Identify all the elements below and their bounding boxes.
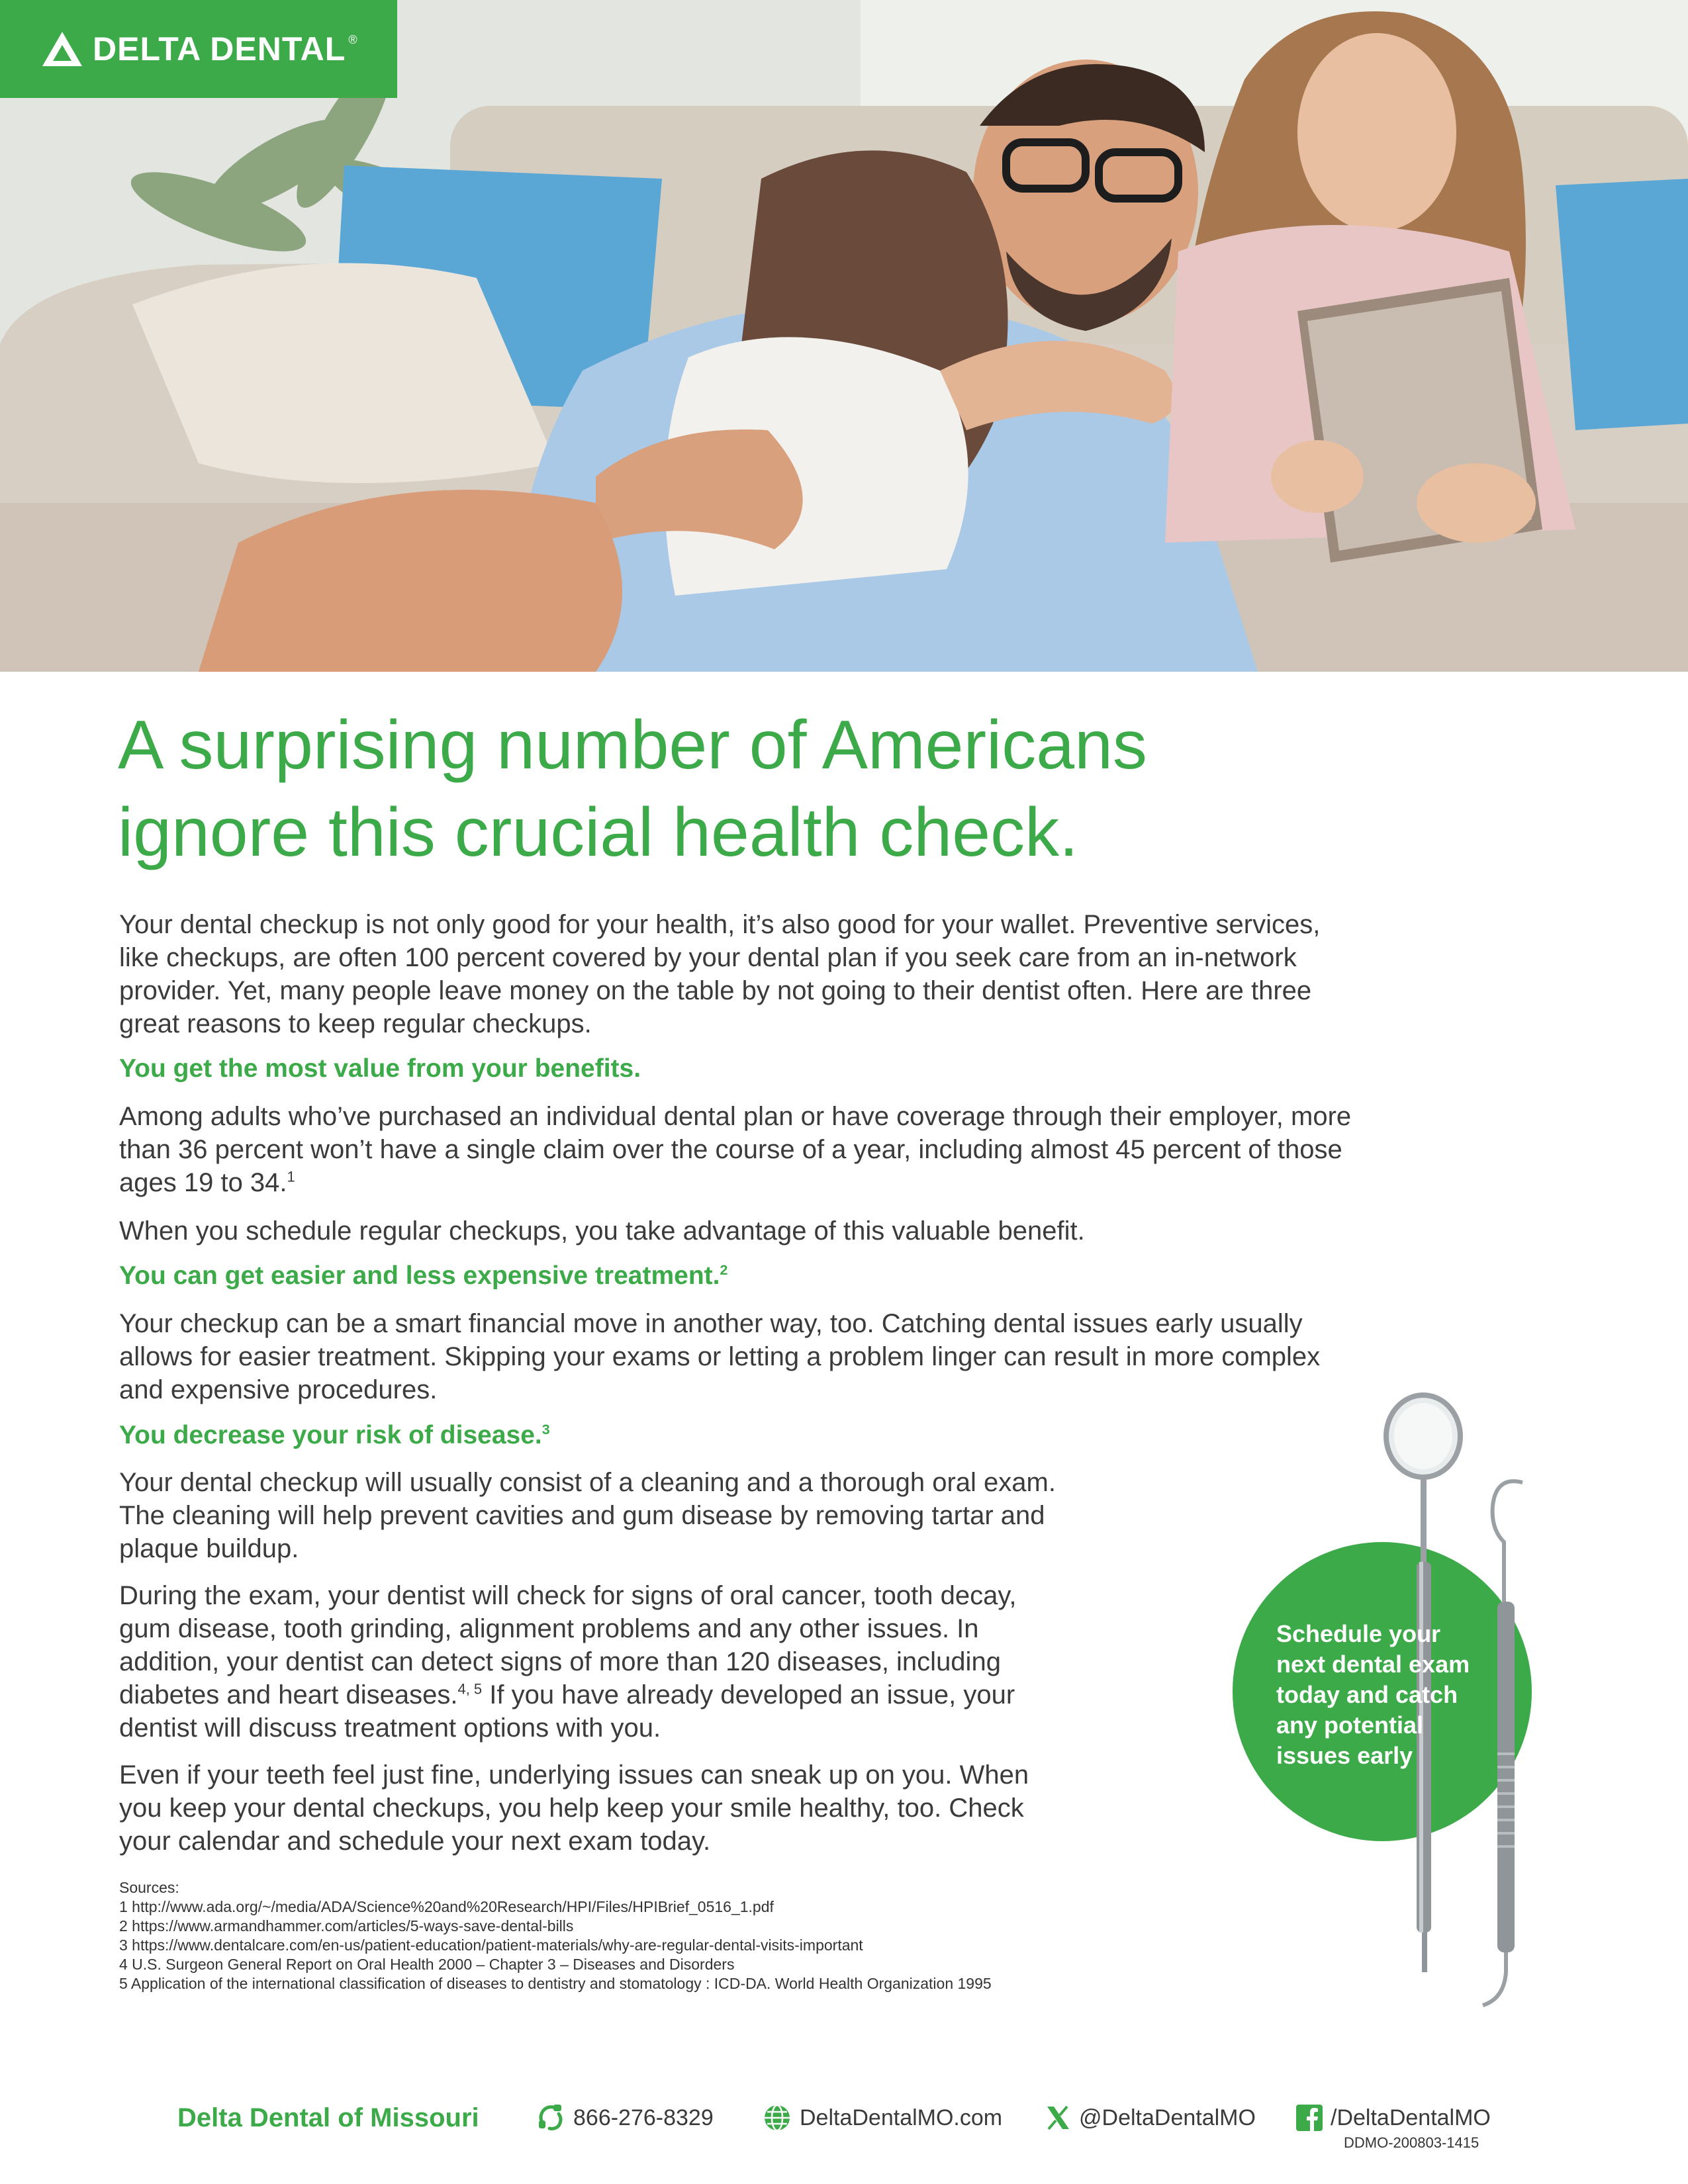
- paragraph-line: gum disease, tooth grinding, alignment problems and any other issues. In: [119, 1614, 979, 1643]
- section3-paragraph-1: [119, 1466, 1056, 1565]
- paragraph-line: allows for easier treatment. Skipping your exams or letting a problem linger can result in more complex: [119, 1342, 1321, 1371]
- paragraph-line: During the exam, your dentist will check for signs of oral cancer, tooth decay,: [119, 1581, 1017, 1610]
- heading-text: You can get easier and less expensive treatment.: [119, 1261, 720, 1290]
- logo-wordmark: DELTA DENTAL: [93, 30, 346, 68]
- callout-line: today and catch: [1276, 1681, 1458, 1708]
- paragraph-line: Your dental checkup will usually consist of a cleaning and a thorough oral exam.: [119, 1468, 1056, 1497]
- family-photo-illustration: [0, 0, 1688, 672]
- sources-title: Sources:: [119, 1879, 179, 1896]
- logo-registered-mark: ®: [348, 33, 357, 46]
- hero-photo: [0, 0, 1688, 672]
- section2-paragraph: [119, 1307, 1320, 1406]
- intro-line: great reasons to keep regular checkups.: [119, 1009, 592, 1038]
- sources-list: [119, 1878, 992, 1993]
- headline-line-1: A surprising number of Americans: [118, 707, 1147, 784]
- intro-line: like checkups, are often 100 percent covered by your dental plan if you seek care from an in-network: [119, 943, 1297, 972]
- source-item[interactable]: 1 http://www.ada.org/~/media/ADA/Science%20and%20Research/HPI/Files/HPIBrief_0516_1.pdf: [119, 1898, 774, 1915]
- paragraph-line: your calendar and schedule your next exam today.: [119, 1827, 711, 1856]
- paragraph-line-text: If you have already developed an issue, your: [482, 1680, 1015, 1709]
- delta-dental-logo: [0, 0, 397, 98]
- document-code: DDMO-200803-1415: [1344, 2134, 1479, 2151]
- source-item: 4 U.S. Surgeon General Report on Oral Health 2000 – Chapter 3 – Diseases and Disorders: [119, 1956, 735, 1973]
- paragraph-line: When you schedule regular checkups, you take advantage of this valuable benefit.: [119, 1216, 1085, 1246]
- paragraph-line-text: ages 19 to 34.: [119, 1168, 287, 1197]
- section3-paragraph-3: [119, 1758, 1029, 1858]
- section-heading-disease: [119, 1419, 550, 1452]
- callout-line: any potential: [1276, 1711, 1424, 1739]
- callout-line: issues early: [1276, 1742, 1413, 1769]
- globe-icon: [763, 2103, 792, 2132]
- footnote-ref: 4, 5: [457, 1680, 483, 1698]
- footer-phone-text: 866-276-8329: [573, 2105, 714, 2130]
- source-item[interactable]: 2 https://www.armandhammer.com/articles/5-ways-save-dental-bills: [119, 1917, 574, 1934]
- footnote-ref: 2: [720, 1262, 728, 1278]
- paragraph-line: dentist will discuss treatment options with you.: [119, 1713, 661, 1743]
- footnote-ref: 3: [541, 1422, 550, 1437]
- footer-website[interactable]: [763, 2098, 1002, 2138]
- callout-text: [1276, 1619, 1515, 1771]
- x-logo-icon: [1045, 2105, 1071, 2131]
- delta-triangle-icon: [41, 30, 83, 68]
- paragraph-line: [119, 1678, 1016, 1711]
- intro-line: provider. Yet, many people leave money on the table by not going to their dentist often. Here are three: [119, 976, 1312, 1005]
- paragraph-line: plaque buildup.: [119, 1534, 299, 1563]
- callout-line: Schedule your: [1276, 1620, 1441, 1647]
- section3-paragraph-2: [119, 1579, 1016, 1745]
- paragraph-line: Even if your teeth feel just fine, underlying issues can sneak up on you. When: [119, 1760, 1029, 1790]
- footnote-ref: 1: [287, 1168, 295, 1185]
- paragraph-line: Your checkup can be a smart financial move in another way, too. Catching dental issues early usually: [119, 1309, 1303, 1338]
- heading-text: You decrease your risk of disease.: [119, 1421, 542, 1449]
- footer: [0, 2098, 1688, 2138]
- footer-facebook-text: /DeltaDentalMO: [1331, 2105, 1491, 2130]
- headline-line-2: ignore this crucial health check.: [118, 794, 1078, 871]
- section1-paragraph-2: [119, 1214, 1085, 1248]
- section-heading-benefits: You get the most value from your benefits.: [119, 1054, 641, 1083]
- intro-line: Your dental checkup is not only good for your health, it’s also good for your wallet. Preventive services,: [119, 910, 1321, 939]
- paragraph-line: and expensive procedures.: [119, 1375, 438, 1404]
- paragraph-line: [119, 1166, 1351, 1199]
- paragraph-line: than 36 percent won’t have a single claim over the course of a year, including almost 45 percent of those: [119, 1135, 1342, 1164]
- phone-icon: [536, 2103, 565, 2132]
- intro-paragraph: [119, 908, 1320, 1040]
- paragraph-line: The cleaning will help prevent cavities and gum disease by removing tartar and: [119, 1501, 1045, 1530]
- source-item: 5 Application of the international classification of diseases to dentistry and stomatology : ICD-DA. World Health Organization 1995: [119, 1975, 992, 1992]
- paragraph-line: you keep your dental checkups, you help keep your smile healthy, too. Check: [119, 1794, 1024, 1823]
- source-item[interactable]: 3 https://www.dentalcare.com/en-us/patient-education/patient-materials/why-are-regular-dental-visits-important: [119, 1936, 863, 1954]
- footer-x-text: @DeltaDentalMO: [1079, 2105, 1256, 2130]
- callout-line: next dental exam: [1276, 1651, 1470, 1678]
- paragraph-line: addition, your dentist can detect signs of more than 120 diseases, including: [119, 1647, 1001, 1676]
- section1-paragraph-1: [119, 1100, 1351, 1199]
- footer-website-text: DeltaDentalMO.com: [800, 2105, 1003, 2130]
- paragraph-line-text: diabetes and heart diseases.: [119, 1680, 458, 1709]
- footer-phone[interactable]: [536, 2098, 714, 2138]
- footer-facebook[interactable]: [1296, 2098, 1491, 2138]
- footer-org-name: Delta Dental of Missouri: [177, 2103, 479, 2132]
- paragraph-line: Among adults who’ve purchased an individual dental plan or have coverage through their employer, more: [119, 1102, 1352, 1131]
- headline: [118, 702, 1508, 876]
- footer-x-account[interactable]: [1045, 2098, 1256, 2138]
- section-heading-treatment: [119, 1259, 727, 1293]
- facebook-icon: [1296, 2105, 1323, 2131]
